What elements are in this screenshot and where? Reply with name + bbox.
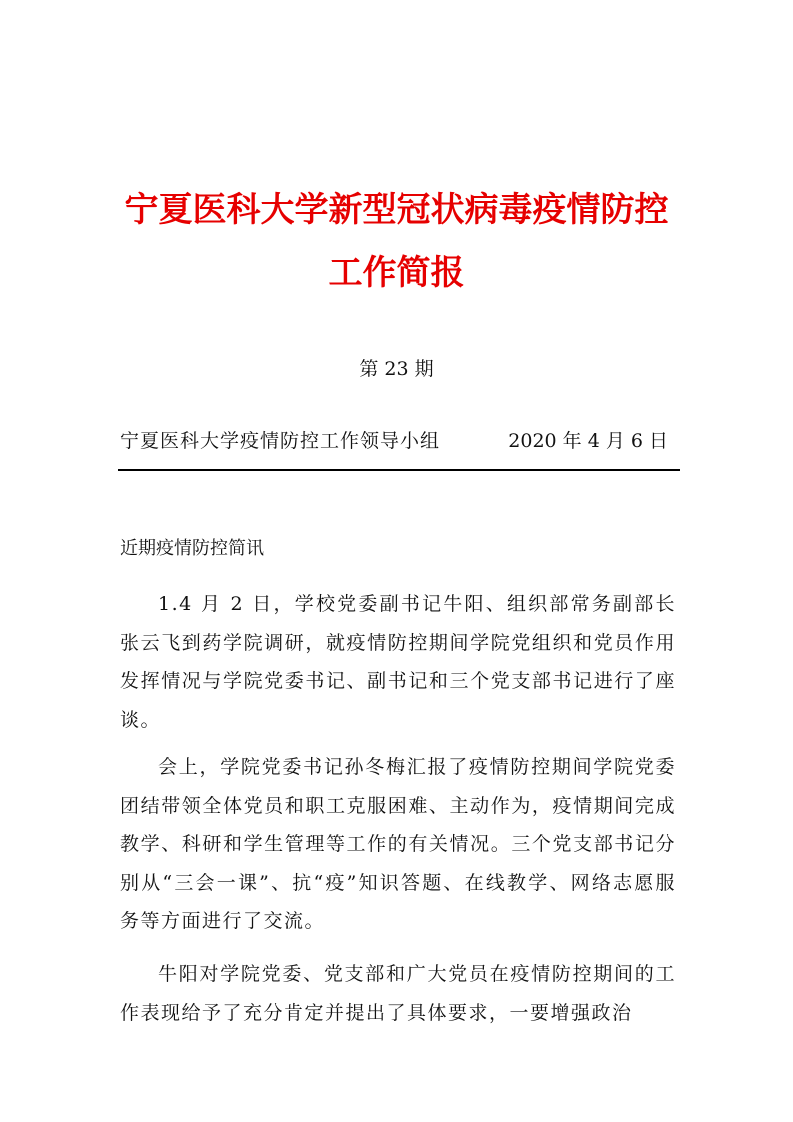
section-heading: 近期疫情防控简讯 [120, 538, 264, 559]
issue-date: 2020 年 4 月 6 日 [508, 430, 668, 452]
header-divider [118, 469, 680, 471]
issue-number: 第 23 期 [359, 358, 434, 380]
document-title-line-1: 宁夏医科大学新型冠状病毒疫情防控 [124, 190, 669, 230]
issuing-organization: 宁夏医科大学疫情防控工作领导小组 [120, 430, 441, 452]
body-paragraph: 会上，学院党委书记孙冬梅汇报了疫情防控期间学院党委团结带领全体党员和职工克服困难、主动作为，疫情期间完成教学、科研和学生管理等工作的有关情况。三个党支部书记分别从“三会一课”、抗“疫”知识答题、在线教学、网络志愿服务等方面进行了交流。 [120, 756, 676, 932]
document-title-line-2: 工作简报 [328, 253, 465, 293]
body-paragraph: 1.4 月 2 日，学校党委副书记牛阳、组织部常务副部长张云飞到药学院调研，就疫情防控期间学院党组织和党员作用发挥情况与学院党委书记、副书记和三个党支部书记进行了座谈。 [120, 593, 676, 731]
body-paragraph: 牛阳对学院党委、党支部和广大党员在疫情防控期间的工作表现给予了充分肯定并提出了具体要求，一要增强政治 [120, 963, 676, 1024]
